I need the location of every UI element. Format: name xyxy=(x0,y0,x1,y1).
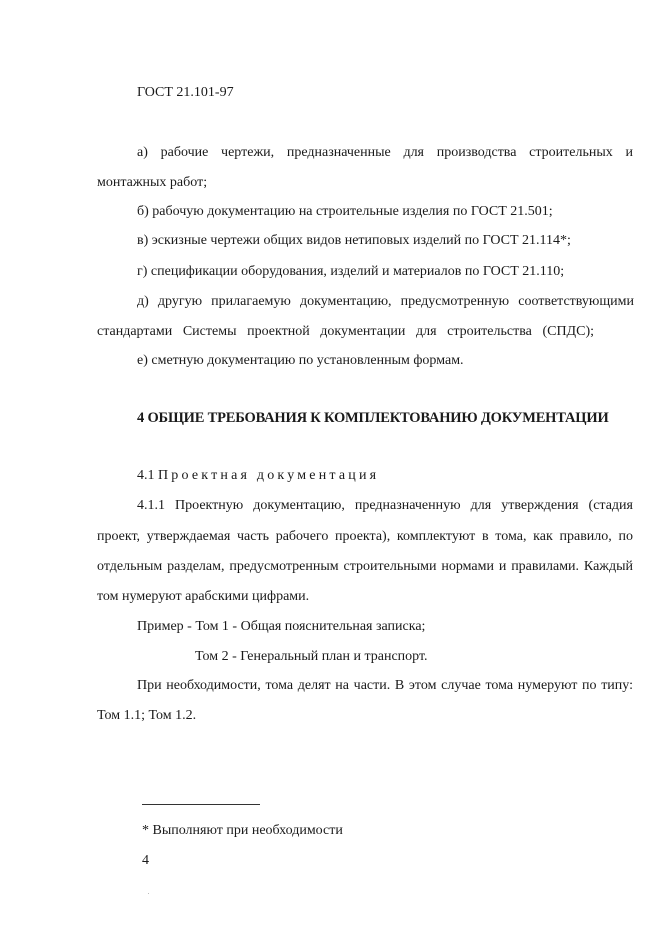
subsection-title: Проектная документация xyxy=(158,468,380,483)
page-number: 4 xyxy=(142,853,149,868)
paragraph-line-1: 4.1.1 Проектную документацию, предназначенную для утверждения (стадия xyxy=(137,498,633,513)
example-line-2: Том 2 - Генеральный план и транспорт. xyxy=(195,649,428,664)
list-item-e: е) сметную документацию по установленным формам. xyxy=(137,353,464,368)
list-item-a-line2: монтажных работ; xyxy=(97,175,208,190)
note-line-1: При необходимости, тома делят на части. В этом случае тома нумеруют по типу: xyxy=(137,678,633,693)
paragraph-line-3: отдельным разделам, предусмотренным строительными нормами и правилами. Каждый xyxy=(97,559,633,574)
list-item-b: б) рабочую документацию на строительные изделия по ГОСТ 21.501; xyxy=(137,204,553,219)
note-line-2: Том 1.1; Том 1.2. xyxy=(97,708,197,723)
list-item-d-line2: стандартами Системы проектной документации для строительства (СПДС); xyxy=(97,324,594,339)
footnote-divider xyxy=(142,804,260,805)
section-heading: 4 ОБЩИЕ ТРЕБОВАНИЯ К КОМПЛЕКТОВАНИЮ ДОКУМЕНТАЦИИ xyxy=(137,410,609,426)
footnote-text: * Выполняют при необходимости xyxy=(142,823,343,838)
list-item-d-line1: д) другую прилагаемую документацию, предусмотренную соответствующими xyxy=(137,294,634,309)
list-item-a-line1: а) рабочие чертежи, предназначенные для производства строительных и xyxy=(137,145,633,160)
list-item-v: в) эскизные чертежи общих видов нетиповых изделий по ГОСТ 21.114*; xyxy=(137,233,571,248)
scan-speck xyxy=(148,893,149,894)
paragraph-line-4: том нумеруют арабскими цифрами. xyxy=(97,589,310,604)
list-item-g: г) спецификации оборудования, изделий и материалов по ГОСТ 21.110; xyxy=(137,264,565,279)
subsection-number: 4.1 xyxy=(137,468,155,483)
example-line-1: Пример - Том 1 - Общая пояснительная записка; xyxy=(137,619,426,634)
paragraph-line-2: проект, утверждаемая часть рабочего проекта), комплектуют в тома, как правило, по xyxy=(97,529,633,544)
document-code-header: ГОСТ 21.101-97 xyxy=(137,85,234,100)
subsection-heading xyxy=(137,467,379,485)
